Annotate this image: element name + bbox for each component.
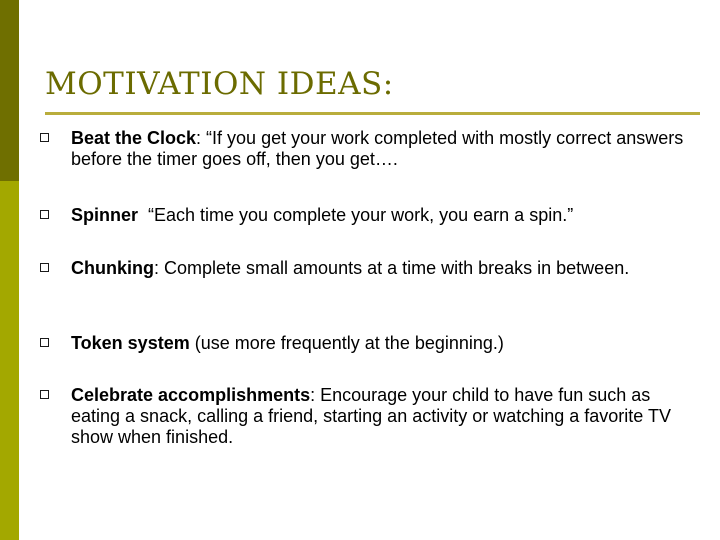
square-bullet-icon <box>40 133 49 142</box>
bullet-description: “Each time you complete your work, you earn a spin.” <box>138 205 574 225</box>
bullet-beat-the-clock <box>40 128 690 170</box>
bullet-spinner <box>40 205 690 226</box>
bullet-text <box>71 258 631 279</box>
bullet-term: Chunking <box>71 258 154 278</box>
slide-title: MOTIVATION IDEAS: <box>45 66 394 102</box>
bullet-term: Celebrate accomplishments <box>71 385 311 405</box>
square-bullet-icon <box>40 210 49 219</box>
square-bullet-icon <box>40 338 49 347</box>
bullet-description: (use more frequently at the beginning.) <box>189 333 504 353</box>
bullet-celebrate-accomplishments <box>40 385 690 448</box>
square-bullet-icon <box>40 263 49 272</box>
bullet-token-system <box>40 333 690 354</box>
bullet-description: : “If you get your work completed with mostly correct answers before the timer goes off, then you get…. <box>71 128 684 169</box>
bullet-text <box>71 128 690 170</box>
bullet-description: : Encourage your child to have fun such as eating a snack, calling a friend, starting an activity or watching a favorite TV show when finished. <box>71 385 671 447</box>
square-bullet-icon <box>40 390 49 399</box>
bullet-text <box>71 385 671 448</box>
bullet-chunking <box>40 258 690 279</box>
bullet-text <box>71 205 690 226</box>
bullet-term: Beat the Clock <box>71 128 197 148</box>
bullet-description: : Complete small amounts at a time with breaks in between. <box>154 258 630 278</box>
bullet-term: Spinner <box>71 205 139 225</box>
bullet-term: Token system <box>71 333 190 353</box>
bullet-text <box>71 333 690 354</box>
